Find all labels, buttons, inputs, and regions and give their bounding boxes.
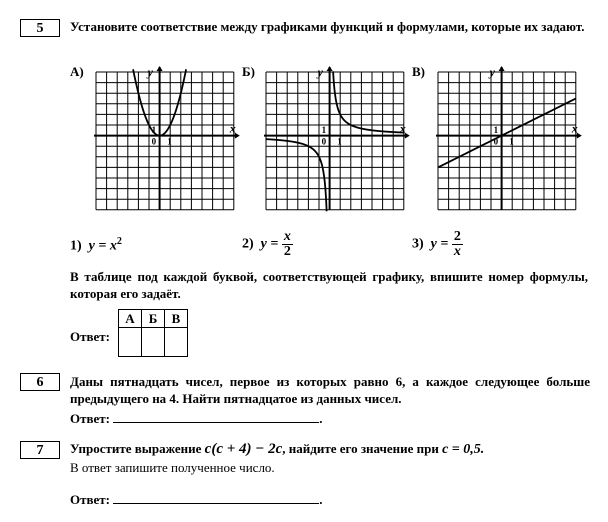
formula-1-expr: x	[109, 238, 117, 254]
function-curve	[266, 136, 327, 211]
answer-cell-c[interactable]	[165, 328, 188, 357]
task-7-text-middle: , найдите его значение при	[282, 441, 439, 456]
graph-a-label: А)	[70, 64, 84, 79]
origin-label: 0	[321, 136, 327, 147]
formula-2	[242, 230, 293, 259]
task-7-value: c = 0,5.	[442, 442, 485, 457]
task-7-text-before: Упростите выражение	[70, 441, 202, 456]
formula-3-den: x	[453, 244, 461, 259]
task-6-answer-line[interactable]	[113, 410, 319, 423]
task-6-answer: Ответ: .	[70, 411, 323, 426]
formula-1	[70, 236, 122, 255]
answer-header-b: Б	[142, 310, 165, 328]
task-5-number: 5	[20, 19, 60, 37]
x-axis-label: x	[229, 121, 236, 136]
y-axis-label: y	[489, 66, 495, 79]
task-6-number: 6	[20, 373, 60, 391]
unit-label-x: 1	[509, 136, 514, 147]
task-7-line1	[70, 440, 484, 458]
formula-3-lhs: y =	[430, 236, 452, 252]
formula-1-sup: 2	[116, 236, 122, 247]
task-7-answer: Ответ: .	[70, 492, 323, 507]
formula-2-index: 2)	[242, 236, 254, 252]
task-5-text: Установите соответствие между графиками функций и формулами, которые их задают.	[70, 19, 585, 34]
task-7-number: 7	[20, 441, 60, 459]
formula-1-index: 1)	[70, 238, 82, 254]
task-7-answer-label: Ответ:	[70, 492, 111, 507]
task-6-answer-label: Ответ:	[70, 411, 111, 426]
task-5-answer-table	[118, 309, 188, 357]
unit-label-y: 1	[321, 125, 327, 135]
task-7-text2: В ответ запишите полученное число.	[70, 460, 275, 475]
task-7-expression: c(c + 4) − 2c	[204, 441, 283, 457]
formula-2-den: 2	[283, 244, 291, 259]
y-axis-arrow	[157, 66, 163, 71]
answer-cell-a[interactable]	[119, 328, 142, 357]
graph-b-label: Б)	[242, 64, 255, 79]
answer-cell-b[interactable]	[142, 328, 165, 357]
formula-2-lhs: y =	[260, 236, 282, 252]
origin-label: 0	[493, 136, 499, 147]
formula-3-index: 3)	[412, 236, 424, 252]
y-axis-label: y	[147, 66, 153, 79]
graph-c	[434, 66, 589, 220]
task-6-text: Даны пятнадцать чисел, первое из которых равно 6, а каждое следующее больше предыдущего на 4. Найти пятнадцатое из данных чисел.	[70, 374, 590, 406]
unit-label-x: 1	[167, 136, 172, 147]
formula-2-num: x	[283, 229, 291, 244]
x-axis-label: x	[571, 121, 578, 136]
formula-3	[412, 230, 463, 259]
graph-a	[92, 66, 242, 220]
task-5-instruction: В таблице под каждой буквой, соответствующей графику, впишите номер формулы, которая его задаёт.	[70, 269, 588, 301]
unit-label-y: 1	[151, 125, 157, 135]
unit-label-x: 1	[337, 136, 342, 147]
task-5-answer-label: Ответ:	[70, 329, 111, 344]
unit-label-y: 1	[493, 125, 499, 135]
answer-header-c: В	[165, 310, 188, 328]
y-axis-arrow	[327, 66, 333, 71]
origin-label: 0	[151, 136, 157, 147]
answer-header-a: А	[119, 310, 142, 328]
formula-3-num: 2	[453, 229, 461, 244]
y-axis-arrow	[499, 66, 505, 71]
formula-1-lhs: y =	[88, 238, 110, 254]
graph-c-label: В)	[412, 64, 425, 79]
graph-b	[262, 66, 417, 220]
task-7-answer-line[interactable]	[113, 491, 319, 504]
x-axis-label: x	[399, 121, 406, 136]
y-axis-label: y	[317, 66, 323, 79]
